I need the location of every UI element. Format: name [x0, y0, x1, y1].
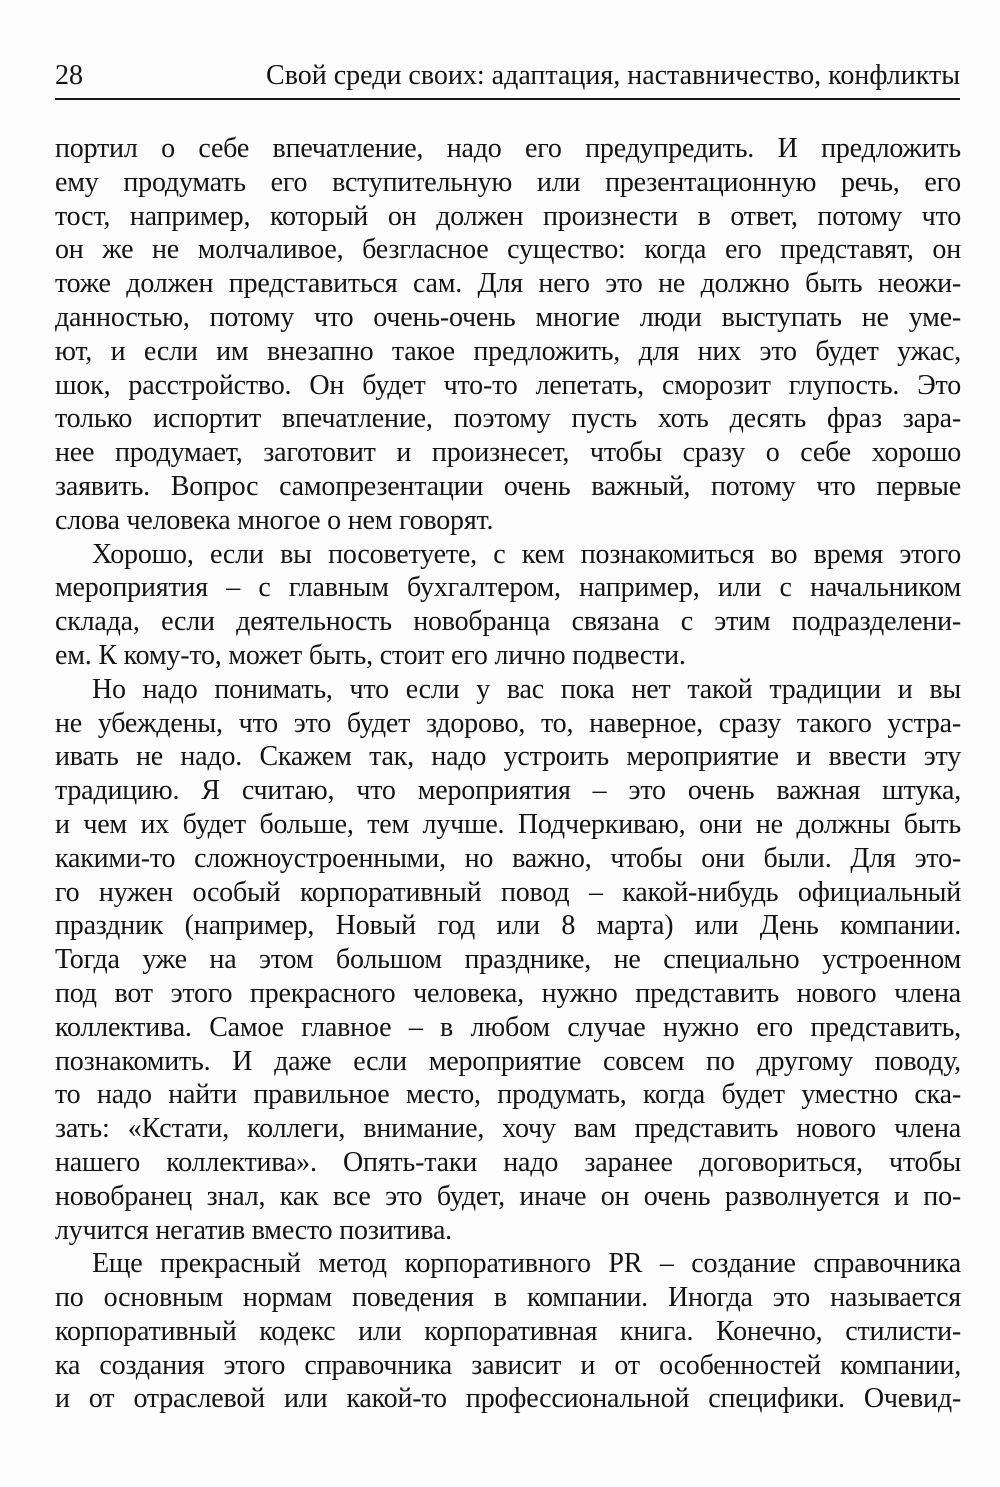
text-line: познакомить. И даже если мероприятие совсем по другому поводу,: [55, 1045, 961, 1077]
text-line: праздник (например, Новый год или 8 марта) или День компании.: [55, 910, 961, 942]
text-line: не убеждены, что это будет здорово, то, наверное, сразу такого устра-: [55, 707, 961, 739]
text-line: под вот этого прекрасного человека, нужно представить нового члена: [55, 977, 961, 1009]
text-line: какими-то сложноустроенными, но важно, чтобы они были. Для это-: [55, 842, 961, 874]
text-line: ют, и если им внезапно такое предложить, для них это будет ужас,: [55, 335, 961, 367]
text-line: тост, например, который он должен произнести в ответ, потому что: [55, 200, 961, 232]
text-line: Тогда уже на этом большом празднике, не специально устроенном: [55, 944, 961, 976]
text-line: только испортит впечатление, поэтому пусть хоть десять фраз зара-: [55, 403, 961, 435]
text-line: ему продумать его вступительную или презентационную речь, его: [55, 166, 961, 198]
text-line: ка создания этого справочника зависит и от особенностей компании,: [55, 1349, 961, 1381]
text-line: ем. К кому-то, может быть, стоит его лично подвести.: [55, 639, 686, 671]
text-line: тоже должен представиться сам. Для него это не должно быть неожи-: [55, 268, 961, 300]
paragraph-first-line: Но надо понимать, что если у вас пока нет такой традиции и вы: [92, 673, 961, 705]
body-text: [55, 132, 961, 1416]
text-line: слова человека многое о нем говорят.: [55, 504, 494, 536]
paragraph-first-line: Еще прекрасный метод корпоративного PR – создание справочника: [92, 1248, 961, 1280]
text-line: го нужен особый корпоративный повод – какой-нибудь официальный: [55, 876, 961, 908]
page-number: 28: [55, 60, 83, 91]
text-line: нашего коллектива». Опять-таки надо заранее договориться, чтобы: [55, 1146, 961, 1178]
running-header: [55, 58, 960, 100]
text-line: мероприятия – с главным бухгалтером, например, или с начальником: [55, 572, 961, 604]
text-line: данностью, потому что очень-очень многие люди выступать не уме-: [55, 301, 961, 333]
text-line: нее продумает, заготовит и произнесет, чтобы сразу о себе хорошо: [55, 437, 961, 469]
text-line: он же не молчаливое, безгласное существо: когда его представят, он: [55, 234, 961, 266]
text-line: традицию. Я считаю, что мероприятия – это очень важная штука,: [55, 775, 961, 807]
paragraph-first-line: Хорошо, если вы посоветуете, с кем познакомиться во время этого: [92, 538, 961, 570]
text-line: коллектива. Самое главное – в любом случае нужно его представить,: [55, 1011, 961, 1043]
text-line: новобранец знал, как все это будет, иначе он очень разволнуется и по-: [55, 1180, 961, 1212]
text-line: ивать не надо. Скажем так, надо устроить мероприятие и ввести эту: [55, 741, 961, 773]
text-line: шок, расстройство. Он будет что-то лепетать, сморозит глупость. Это: [55, 369, 961, 401]
text-line: корпоративный кодекс или корпоративная книга. Конечно, стилисти-: [55, 1315, 961, 1347]
text-line: по основным нормам поведения в компании. Иногда это называется: [55, 1282, 961, 1314]
running-title: Свой среди своих: адаптация, наставничество, конфликты: [266, 60, 960, 91]
text-line: и чем их будет больше, тем лучше. Подчеркиваю, они не должны быть: [55, 808, 961, 840]
text-line: зать: «Кстати, коллеги, внимание, хочу вам представить нового члена: [55, 1113, 961, 1145]
text-line: портил о себе впечатление, надо его предупредить. И предложить: [55, 133, 961, 164]
text-line: заявить. Вопрос самопрезентации очень важный, потому что первые: [55, 470, 961, 502]
text-line: и от отраслевой или какой-то профессиональной специфики. Очевид-: [55, 1383, 961, 1415]
text-line: склада, если деятельность новобранца связана с этим подразделени-: [55, 606, 961, 638]
text-line: то надо найти правильное место, продумать, когда будет уместно ска-: [55, 1079, 961, 1111]
text-line: лучится негатив вместо позитива.: [55, 1214, 452, 1246]
